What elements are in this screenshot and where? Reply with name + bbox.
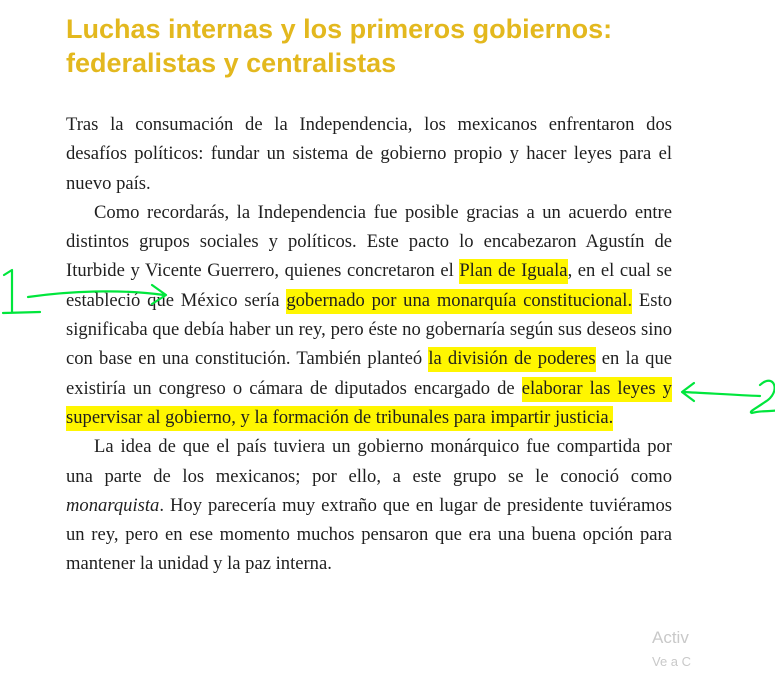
text-run: Como recordarás, la Independencia fue posible gracias a un acuerdo entre distintos grupos sociales y políticos. Este pacto lo encabezaron Agustín de Iturbide y Vicente Guerrero, quienes concretaron el [66,201,672,282]
text-run: en la que existiría un congreso o cámara de diputados encargado de [66,348,672,399]
highlighted-text: la división de poderes [428,347,595,372]
paragraph [66,198,672,432]
watermark-line-2: Ve a C [652,654,692,669]
section-title: Luchas internas y los primeros gobiernos: federalistas y centralistas [66,14,613,78]
handwritten-number-1 [3,270,40,313]
paragraph [66,432,672,578]
text-run: Esto significaba que debía haber un rey, pero éste no gobernaría según sus deseos sino con base en una constitución. También planteó [66,289,672,370]
text-run: Tras la consumación de la Independencia, los mexicanos enfrentaron dos desafíos políticos: fundar un sistema de gobierno propio y hacer leyes para el nuevo país. [66,114,672,194]
paragraph [66,110,672,198]
text-run: La idea de que el país tuviera un gobierno monárquico fue compartida por una parte de los mexicanos; por ello, a este grupo se le conoció como [66,436,672,487]
arrow-to-division-de-poderes [682,383,760,401]
body-text [66,110,672,579]
highlighted-text: elaborar las leyes y supervisar al gobierno, y la formación de tribunales para impartir justicia. [66,377,672,431]
text-run: , en el cual se estableció que México sería [66,260,672,311]
text-run: . Hoy parecería muy extraño que en lugar de presidente tuviéramos un rey, pero en ese momento muchos pensaron que era una buena opción para mantener la unidad y la paz interna. [66,494,672,575]
highlighted-text: gobernado por una monarquía constitucional. [286,289,632,314]
watermark-line-1: Activ [652,628,689,647]
italic-term: monarquista [66,494,160,516]
highlighted-text: Plan de Iguala [459,259,567,284]
handwritten-number-2 [751,381,775,413]
